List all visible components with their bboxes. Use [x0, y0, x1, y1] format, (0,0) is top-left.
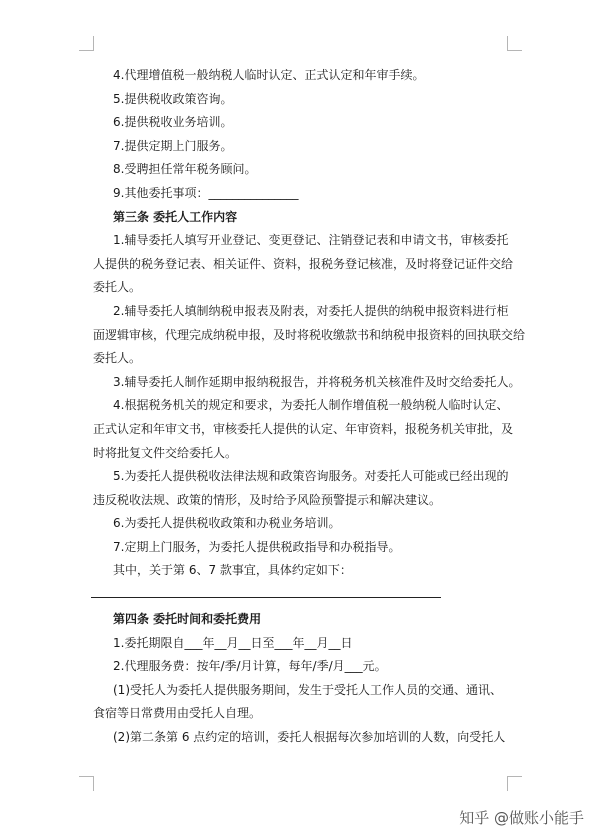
paragraph-line: (2)第二条第 6 点约定的培训，委托人根据每次参加培训的人数，向受托人 — [113, 730, 506, 745]
paragraph-line: 1.辅导委托人填写开业登记、变更登记、注销登记表和申请文书，审核委托 — [113, 233, 509, 248]
paragraph-line: 面逻辑审核，代理完成纳税申报，及时将税收缴款书和纳税申报资料的回执联交给 — [93, 327, 526, 342]
paragraph-line: 7.提供定期上门服务。 — [113, 138, 233, 153]
document-body — [93, 64, 526, 750]
paragraph-line: 9.其他委托事项：_______________ — [113, 185, 299, 200]
paragraph-line: 2.辅导委托人填制纳税申报表及附表，对委托人提供的纳税申报资料进行柜 — [113, 303, 509, 318]
paragraph-line: 委托人。 — [93, 351, 142, 366]
paragraph-line: 食宿等日常费用由受托人自理。 — [93, 706, 262, 721]
watermark: 知乎 @做账小能手 — [455, 805, 588, 830]
paragraph-line: 5.为委托人提供税收法律法规和政策咨询服务。对委托人可能或已经出现的 — [113, 469, 509, 484]
paragraph-line: 违反税收法规、政策的情形，及时给予风险预警提示和解决建议。 — [93, 492, 442, 507]
crop-mark-top-right — [507, 36, 522, 51]
paragraph-line: 3.辅导委托人制作延期申报纳税报告，并将税务机关核准件及时交给委托人。 — [113, 374, 521, 389]
paragraph-line: 4.根据税务机关的规定和要求，为委托人制作增值税一般纳税人临时认定、 — [113, 398, 509, 413]
section-heading: 第三条 委托人工作内容 — [113, 209, 238, 224]
paragraph-line: 6.为委托人提供税收政策和办税业务培训。 — [113, 516, 341, 531]
paragraph-line: 委托人。 — [93, 280, 142, 295]
separator-line — [91, 583, 441, 598]
paragraph-line: 人提供的税务登记表、相关证件、资料，报税务登记核准，及时将登记证件交给 — [93, 256, 514, 271]
section-heading: 第四条 委托时间和委托费用 — [113, 612, 262, 627]
paragraph-line: 2.代理服务费：按年/季/月计算，每年/季/月___元。 — [113, 659, 387, 674]
paragraph-line: 6.提供税收业务培训。 — [113, 115, 233, 130]
paragraph-line: 8.受聘担任常年税务顾问。 — [113, 162, 257, 177]
crop-mark-top-left — [79, 36, 94, 51]
paragraph-line: 正式认定和年审文书，审核委托人提供的认定、年审资料，报税务机关审批，及 — [93, 421, 514, 436]
paragraph-line: 4.代理增值税一般纳税人临时认定、正式认定和年审手续。 — [113, 68, 425, 82]
paragraph-line: 时将批复文件交给委托人。 — [93, 445, 238, 460]
crop-mark-bottom-left — [79, 776, 94, 791]
paragraph-line: (1)受托人为委托人提供服务期间，发生于受托人工作人员的交通、通讯、 — [113, 682, 503, 697]
crop-mark-bottom-right — [507, 776, 522, 791]
paragraph-line: 1.委托期限自___年__月__日至___年__月__日 — [113, 635, 353, 650]
paragraph-line: 7.定期上门服务，为委托人提供税政指导和办税指导。 — [113, 539, 401, 554]
paragraph-line: 5.提供税收政策咨询。 — [113, 91, 233, 106]
paragraph-line: 其中，关于第 6、7 款事宜，具体约定如下： — [113, 563, 352, 578]
